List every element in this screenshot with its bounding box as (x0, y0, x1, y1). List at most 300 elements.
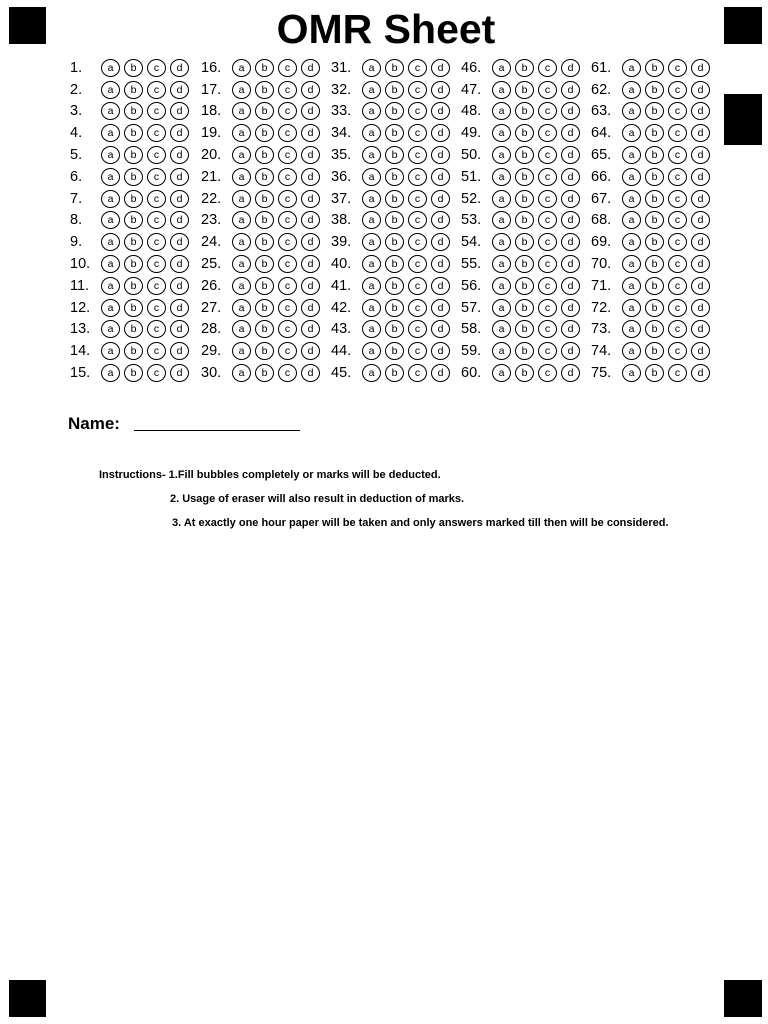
answer-bubble-c[interactable]: c (408, 277, 427, 295)
answer-bubble-a[interactable]: a (101, 364, 120, 382)
answer-bubble-d[interactable]: d (691, 255, 710, 273)
answer-bubble-a[interactable]: a (232, 211, 251, 229)
answer-bubble-a[interactable]: a (232, 190, 251, 208)
answer-bubble-b[interactable]: b (645, 124, 664, 142)
answer-bubble-d[interactable]: d (431, 342, 450, 360)
answer-bubble-b[interactable]: b (385, 146, 404, 164)
answer-bubble-d[interactable]: d (561, 81, 580, 99)
answer-bubble-d[interactable]: d (170, 277, 189, 295)
answer-bubble-d[interactable]: d (691, 59, 710, 77)
answer-bubble-d[interactable]: d (561, 320, 580, 338)
answer-bubble-a[interactable]: a (101, 255, 120, 273)
answer-bubble-c[interactable]: c (408, 255, 427, 273)
answer-bubble-b[interactable]: b (515, 342, 534, 360)
answer-bubble-b[interactable]: b (515, 59, 534, 77)
answer-bubble-a[interactable]: a (362, 255, 381, 273)
answer-bubble-b[interactable]: b (645, 102, 664, 120)
answer-bubble-b[interactable]: b (515, 102, 534, 120)
answer-bubble-c[interactable]: c (668, 255, 687, 273)
answer-bubble-a[interactable]: a (622, 211, 641, 229)
answer-bubble-d[interactable]: d (691, 320, 710, 338)
answer-bubble-b[interactable]: b (124, 124, 143, 142)
answer-bubble-a[interactable]: a (101, 320, 120, 338)
answer-bubble-b[interactable]: b (124, 364, 143, 382)
answer-bubble-b[interactable]: b (515, 190, 534, 208)
answer-bubble-c[interactable]: c (408, 342, 427, 360)
answer-bubble-a[interactable]: a (362, 168, 381, 186)
answer-bubble-b[interactable]: b (385, 168, 404, 186)
answer-bubble-b[interactable]: b (124, 255, 143, 273)
answer-bubble-a[interactable]: a (232, 320, 251, 338)
answer-bubble-b[interactable]: b (385, 59, 404, 77)
answer-bubble-d[interactable]: d (301, 211, 320, 229)
answer-bubble-b[interactable]: b (645, 277, 664, 295)
answer-bubble-d[interactable]: d (170, 233, 189, 251)
answer-bubble-c[interactable]: c (538, 190, 557, 208)
answer-bubble-a[interactable]: a (232, 168, 251, 186)
answer-bubble-a[interactable]: a (101, 342, 120, 360)
answer-bubble-c[interactable]: c (668, 277, 687, 295)
answer-bubble-c[interactable]: c (278, 124, 297, 142)
answer-bubble-b[interactable]: b (385, 211, 404, 229)
answer-bubble-b[interactable]: b (124, 168, 143, 186)
answer-bubble-a[interactable]: a (492, 124, 511, 142)
answer-bubble-b[interactable]: b (255, 364, 274, 382)
answer-bubble-b[interactable]: b (645, 233, 664, 251)
answer-bubble-a[interactable]: a (622, 277, 641, 295)
answer-bubble-b[interactable]: b (385, 190, 404, 208)
answer-bubble-d[interactable]: d (431, 102, 450, 120)
answer-bubble-d[interactable]: d (431, 146, 450, 164)
answer-bubble-a[interactable]: a (622, 190, 641, 208)
answer-bubble-a[interactable]: a (101, 146, 120, 164)
answer-bubble-a[interactable]: a (101, 190, 120, 208)
answer-bubble-b[interactable]: b (385, 342, 404, 360)
answer-bubble-c[interactable]: c (538, 255, 557, 273)
answer-bubble-b[interactable]: b (515, 364, 534, 382)
answer-bubble-b[interactable]: b (515, 211, 534, 229)
answer-bubble-c[interactable]: c (408, 233, 427, 251)
answer-bubble-c[interactable]: c (668, 320, 687, 338)
answer-bubble-d[interactable]: d (431, 168, 450, 186)
answer-bubble-d[interactable]: d (170, 211, 189, 229)
answer-bubble-c[interactable]: c (538, 124, 557, 142)
answer-bubble-d[interactable]: d (301, 255, 320, 273)
answer-bubble-c[interactable]: c (278, 277, 297, 295)
answer-bubble-b[interactable]: b (515, 168, 534, 186)
answer-bubble-c[interactable]: c (668, 364, 687, 382)
answer-bubble-b[interactable]: b (645, 211, 664, 229)
answer-bubble-b[interactable]: b (255, 277, 274, 295)
answer-bubble-c[interactable]: c (538, 277, 557, 295)
answer-bubble-c[interactable]: c (147, 255, 166, 273)
answer-bubble-a[interactable]: a (232, 299, 251, 317)
answer-bubble-a[interactable]: a (492, 190, 511, 208)
answer-bubble-b[interactable]: b (385, 124, 404, 142)
answer-bubble-a[interactable]: a (622, 168, 641, 186)
answer-bubble-b[interactable]: b (515, 124, 534, 142)
answer-bubble-b[interactable]: b (255, 190, 274, 208)
answer-bubble-a[interactable]: a (232, 146, 251, 164)
answer-bubble-c[interactable]: c (147, 146, 166, 164)
answer-bubble-a[interactable]: a (492, 211, 511, 229)
answer-bubble-b[interactable]: b (255, 81, 274, 99)
answer-bubble-a[interactable]: a (232, 124, 251, 142)
answer-bubble-b[interactable]: b (645, 190, 664, 208)
answer-bubble-d[interactable]: d (301, 277, 320, 295)
answer-bubble-d[interactable]: d (301, 59, 320, 77)
answer-bubble-b[interactable]: b (385, 102, 404, 120)
answer-bubble-b[interactable]: b (385, 277, 404, 295)
answer-bubble-d[interactable]: d (301, 299, 320, 317)
answer-bubble-d[interactable]: d (691, 364, 710, 382)
answer-bubble-d[interactable]: d (561, 342, 580, 360)
answer-bubble-b[interactable]: b (255, 168, 274, 186)
answer-bubble-c[interactable]: c (147, 102, 166, 120)
answer-bubble-c[interactable]: c (278, 364, 297, 382)
answer-bubble-d[interactable]: d (431, 364, 450, 382)
answer-bubble-d[interactable]: d (170, 124, 189, 142)
answer-bubble-a[interactable]: a (622, 255, 641, 273)
answer-bubble-d[interactable]: d (301, 168, 320, 186)
answer-bubble-b[interactable]: b (255, 102, 274, 120)
answer-bubble-a[interactable]: a (362, 364, 381, 382)
answer-bubble-b[interactable]: b (255, 320, 274, 338)
answer-bubble-a[interactable]: a (622, 146, 641, 164)
answer-bubble-d[interactable]: d (170, 190, 189, 208)
answer-bubble-c[interactable]: c (147, 168, 166, 186)
answer-bubble-d[interactable]: d (301, 364, 320, 382)
answer-bubble-a[interactable]: a (492, 81, 511, 99)
answer-bubble-c[interactable]: c (408, 124, 427, 142)
answer-bubble-b[interactable]: b (645, 59, 664, 77)
answer-bubble-d[interactable]: d (170, 342, 189, 360)
answer-bubble-a[interactable]: a (622, 124, 641, 142)
answer-bubble-a[interactable]: a (362, 342, 381, 360)
answer-bubble-b[interactable]: b (645, 81, 664, 99)
answer-bubble-a[interactable]: a (492, 320, 511, 338)
answer-bubble-a[interactable]: a (362, 59, 381, 77)
answer-bubble-d[interactable]: d (170, 320, 189, 338)
answer-bubble-d[interactable]: d (691, 233, 710, 251)
answer-bubble-c[interactable]: c (278, 102, 297, 120)
answer-bubble-d[interactable]: d (170, 59, 189, 77)
answer-bubble-c[interactable]: c (538, 81, 557, 99)
answer-bubble-d[interactable]: d (431, 277, 450, 295)
answer-bubble-c[interactable]: c (408, 190, 427, 208)
answer-bubble-c[interactable]: c (278, 233, 297, 251)
answer-bubble-c[interactable]: c (538, 168, 557, 186)
answer-bubble-a[interactable]: a (492, 146, 511, 164)
answer-bubble-c[interactable]: c (147, 124, 166, 142)
answer-bubble-b[interactable]: b (645, 320, 664, 338)
answer-bubble-d[interactable]: d (561, 124, 580, 142)
answer-bubble-c[interactable]: c (278, 320, 297, 338)
answer-bubble-b[interactable]: b (124, 342, 143, 360)
answer-bubble-d[interactable]: d (561, 277, 580, 295)
answer-bubble-c[interactable]: c (408, 211, 427, 229)
answer-bubble-c[interactable]: c (278, 299, 297, 317)
answer-bubble-c[interactable]: c (668, 102, 687, 120)
answer-bubble-d[interactable]: d (561, 59, 580, 77)
answer-bubble-c[interactable]: c (278, 255, 297, 273)
answer-bubble-d[interactable]: d (170, 102, 189, 120)
answer-bubble-d[interactable]: d (561, 364, 580, 382)
answer-bubble-a[interactable]: a (101, 168, 120, 186)
answer-bubble-b[interactable]: b (515, 81, 534, 99)
answer-bubble-a[interactable]: a (362, 102, 381, 120)
answer-bubble-b[interactable]: b (645, 146, 664, 164)
answer-bubble-c[interactable]: c (408, 146, 427, 164)
answer-bubble-d[interactable]: d (561, 255, 580, 273)
answer-bubble-c[interactable]: c (408, 81, 427, 99)
answer-bubble-a[interactable]: a (232, 277, 251, 295)
answer-bubble-c[interactable]: c (668, 342, 687, 360)
answer-bubble-b[interactable]: b (255, 342, 274, 360)
answer-bubble-a[interactable]: a (101, 59, 120, 77)
answer-bubble-a[interactable]: a (362, 190, 381, 208)
answer-bubble-b[interactable]: b (515, 233, 534, 251)
answer-bubble-b[interactable]: b (255, 211, 274, 229)
answer-bubble-b[interactable]: b (124, 102, 143, 120)
answer-bubble-b[interactable]: b (255, 255, 274, 273)
answer-bubble-a[interactable]: a (492, 233, 511, 251)
answer-bubble-a[interactable]: a (101, 81, 120, 99)
answer-bubble-c[interactable]: c (408, 364, 427, 382)
answer-bubble-a[interactable]: a (362, 211, 381, 229)
answer-bubble-c[interactable]: c (278, 146, 297, 164)
answer-bubble-c[interactable]: c (668, 81, 687, 99)
answer-bubble-c[interactable]: c (408, 320, 427, 338)
answer-bubble-c[interactable]: c (408, 168, 427, 186)
answer-bubble-d[interactable]: d (561, 146, 580, 164)
answer-bubble-d[interactable]: d (691, 124, 710, 142)
answer-bubble-d[interactable]: d (301, 233, 320, 251)
answer-bubble-a[interactable]: a (362, 320, 381, 338)
name-field[interactable] (134, 430, 300, 431)
answer-bubble-a[interactable]: a (101, 102, 120, 120)
answer-bubble-c[interactable]: c (278, 168, 297, 186)
answer-bubble-c[interactable]: c (147, 190, 166, 208)
answer-bubble-c[interactable]: c (668, 299, 687, 317)
answer-bubble-a[interactable]: a (492, 277, 511, 295)
answer-bubble-a[interactable]: a (101, 124, 120, 142)
answer-bubble-b[interactable]: b (255, 124, 274, 142)
answer-bubble-d[interactable]: d (431, 124, 450, 142)
answer-bubble-d[interactable]: d (301, 190, 320, 208)
answer-bubble-d[interactable]: d (561, 190, 580, 208)
answer-bubble-a[interactable]: a (492, 364, 511, 382)
answer-bubble-c[interactable]: c (538, 146, 557, 164)
answer-bubble-d[interactable]: d (170, 168, 189, 186)
answer-bubble-d[interactable]: d (691, 277, 710, 295)
answer-bubble-c[interactable]: c (278, 211, 297, 229)
answer-bubble-a[interactable]: a (622, 233, 641, 251)
answer-bubble-c[interactable]: c (278, 81, 297, 99)
answer-bubble-b[interactable]: b (515, 320, 534, 338)
answer-bubble-a[interactable]: a (492, 59, 511, 77)
answer-bubble-c[interactable]: c (538, 211, 557, 229)
answer-bubble-b[interactable]: b (385, 255, 404, 273)
answer-bubble-c[interactable]: c (668, 190, 687, 208)
answer-bubble-d[interactable]: d (431, 81, 450, 99)
answer-bubble-a[interactable]: a (492, 299, 511, 317)
answer-bubble-b[interactable]: b (124, 299, 143, 317)
answer-bubble-a[interactable]: a (362, 277, 381, 295)
answer-bubble-d[interactable]: d (691, 81, 710, 99)
answer-bubble-d[interactable]: d (561, 299, 580, 317)
answer-bubble-b[interactable]: b (645, 342, 664, 360)
answer-bubble-d[interactable]: d (431, 233, 450, 251)
answer-bubble-d[interactable]: d (431, 299, 450, 317)
answer-bubble-d[interactable]: d (561, 168, 580, 186)
answer-bubble-b[interactable]: b (255, 146, 274, 164)
answer-bubble-b[interactable]: b (124, 190, 143, 208)
answer-bubble-d[interactable]: d (431, 211, 450, 229)
answer-bubble-a[interactable]: a (362, 81, 381, 99)
answer-bubble-c[interactable]: c (147, 342, 166, 360)
answer-bubble-b[interactable]: b (255, 299, 274, 317)
answer-bubble-c[interactable]: c (278, 190, 297, 208)
answer-bubble-a[interactable]: a (362, 233, 381, 251)
answer-bubble-a[interactable]: a (232, 342, 251, 360)
answer-bubble-a[interactable]: a (622, 320, 641, 338)
answer-bubble-c[interactable]: c (538, 102, 557, 120)
answer-bubble-b[interactable]: b (385, 233, 404, 251)
answer-bubble-c[interactable]: c (668, 124, 687, 142)
answer-bubble-a[interactable]: a (492, 255, 511, 273)
answer-bubble-c[interactable]: c (408, 299, 427, 317)
answer-bubble-c[interactable]: c (538, 59, 557, 77)
answer-bubble-c[interactable]: c (538, 320, 557, 338)
answer-bubble-a[interactable]: a (232, 81, 251, 99)
answer-bubble-a[interactable]: a (622, 102, 641, 120)
answer-bubble-d[interactable]: d (691, 146, 710, 164)
answer-bubble-a[interactable]: a (101, 211, 120, 229)
answer-bubble-d[interactable]: d (301, 81, 320, 99)
answer-bubble-d[interactable]: d (170, 146, 189, 164)
answer-bubble-a[interactable]: a (362, 146, 381, 164)
answer-bubble-d[interactable]: d (301, 124, 320, 142)
answer-bubble-a[interactable]: a (362, 299, 381, 317)
answer-bubble-d[interactable]: d (561, 211, 580, 229)
answer-bubble-d[interactable]: d (170, 81, 189, 99)
answer-bubble-c[interactable]: c (538, 364, 557, 382)
answer-bubble-d[interactable]: d (431, 255, 450, 273)
answer-bubble-d[interactable]: d (691, 299, 710, 317)
answer-bubble-b[interactable]: b (645, 364, 664, 382)
answer-bubble-c[interactable]: c (147, 233, 166, 251)
answer-bubble-b[interactable]: b (124, 277, 143, 295)
answer-bubble-c[interactable]: c (538, 299, 557, 317)
answer-bubble-d[interactable]: d (431, 190, 450, 208)
answer-bubble-b[interactable]: b (124, 233, 143, 251)
answer-bubble-c[interactable]: c (408, 59, 427, 77)
answer-bubble-c[interactable]: c (538, 233, 557, 251)
answer-bubble-b[interactable]: b (645, 299, 664, 317)
answer-bubble-a[interactable]: a (622, 364, 641, 382)
answer-bubble-d[interactable]: d (301, 342, 320, 360)
answer-bubble-d[interactable]: d (301, 102, 320, 120)
answer-bubble-a[interactable]: a (101, 299, 120, 317)
answer-bubble-d[interactable]: d (301, 320, 320, 338)
answer-bubble-a[interactable]: a (492, 102, 511, 120)
answer-bubble-c[interactable]: c (147, 81, 166, 99)
answer-bubble-d[interactable]: d (561, 233, 580, 251)
answer-bubble-b[interactable]: b (645, 255, 664, 273)
answer-bubble-b[interactable]: b (124, 146, 143, 164)
answer-bubble-d[interactable]: d (431, 320, 450, 338)
answer-bubble-b[interactable]: b (385, 364, 404, 382)
answer-bubble-c[interactable]: c (147, 277, 166, 295)
answer-bubble-a[interactable]: a (362, 124, 381, 142)
answer-bubble-a[interactable]: a (232, 255, 251, 273)
answer-bubble-d[interactable]: d (691, 190, 710, 208)
answer-bubble-b[interactable]: b (124, 320, 143, 338)
answer-bubble-c[interactable]: c (668, 59, 687, 77)
answer-bubble-c[interactable]: c (538, 342, 557, 360)
answer-bubble-d[interactable]: d (170, 299, 189, 317)
answer-bubble-d[interactable]: d (561, 102, 580, 120)
answer-bubble-c[interactable]: c (668, 211, 687, 229)
answer-bubble-b[interactable]: b (255, 59, 274, 77)
answer-bubble-b[interactable]: b (385, 299, 404, 317)
answer-bubble-a[interactable]: a (492, 168, 511, 186)
answer-bubble-c[interactable]: c (147, 364, 166, 382)
answer-bubble-b[interactable]: b (124, 81, 143, 99)
answer-bubble-d[interactable]: d (170, 364, 189, 382)
answer-bubble-a[interactable]: a (232, 233, 251, 251)
answer-bubble-d[interactable]: d (691, 211, 710, 229)
answer-bubble-c[interactable]: c (147, 320, 166, 338)
answer-bubble-a[interactable]: a (101, 277, 120, 295)
answer-bubble-a[interactable]: a (101, 233, 120, 251)
answer-bubble-a[interactable]: a (622, 299, 641, 317)
answer-bubble-a[interactable]: a (232, 102, 251, 120)
answer-bubble-b[interactable]: b (515, 277, 534, 295)
answer-bubble-c[interactable]: c (668, 168, 687, 186)
answer-bubble-d[interactable]: d (301, 146, 320, 164)
answer-bubble-a[interactable]: a (622, 59, 641, 77)
answer-bubble-a[interactable]: a (622, 342, 641, 360)
answer-bubble-b[interactable]: b (385, 320, 404, 338)
answer-bubble-c[interactable]: c (147, 211, 166, 229)
answer-bubble-b[interactable]: b (515, 146, 534, 164)
answer-bubble-d[interactable]: d (431, 59, 450, 77)
answer-bubble-d[interactable]: d (691, 102, 710, 120)
answer-bubble-b[interactable]: b (255, 233, 274, 251)
answer-bubble-c[interactable]: c (408, 102, 427, 120)
answer-bubble-b[interactable]: b (515, 255, 534, 273)
answer-bubble-b[interactable]: b (124, 59, 143, 77)
answer-bubble-c[interactable]: c (668, 233, 687, 251)
answer-bubble-b[interactable]: b (385, 81, 404, 99)
answer-bubble-c[interactable]: c (278, 59, 297, 77)
answer-bubble-d[interactable]: d (691, 168, 710, 186)
answer-bubble-a[interactable]: a (232, 59, 251, 77)
answer-bubble-a[interactable]: a (622, 81, 641, 99)
answer-bubble-a[interactable]: a (232, 364, 251, 382)
answer-bubble-c[interactable]: c (147, 59, 166, 77)
answer-bubble-c[interactable]: c (278, 342, 297, 360)
answer-bubble-b[interactable]: b (124, 211, 143, 229)
answer-bubble-d[interactable]: d (170, 255, 189, 273)
answer-bubble-c[interactable]: c (147, 299, 166, 317)
answer-bubble-a[interactable]: a (492, 342, 511, 360)
answer-bubble-d[interactable]: d (691, 342, 710, 360)
answer-bubble-b[interactable]: b (645, 168, 664, 186)
answer-bubble-c[interactable]: c (668, 146, 687, 164)
